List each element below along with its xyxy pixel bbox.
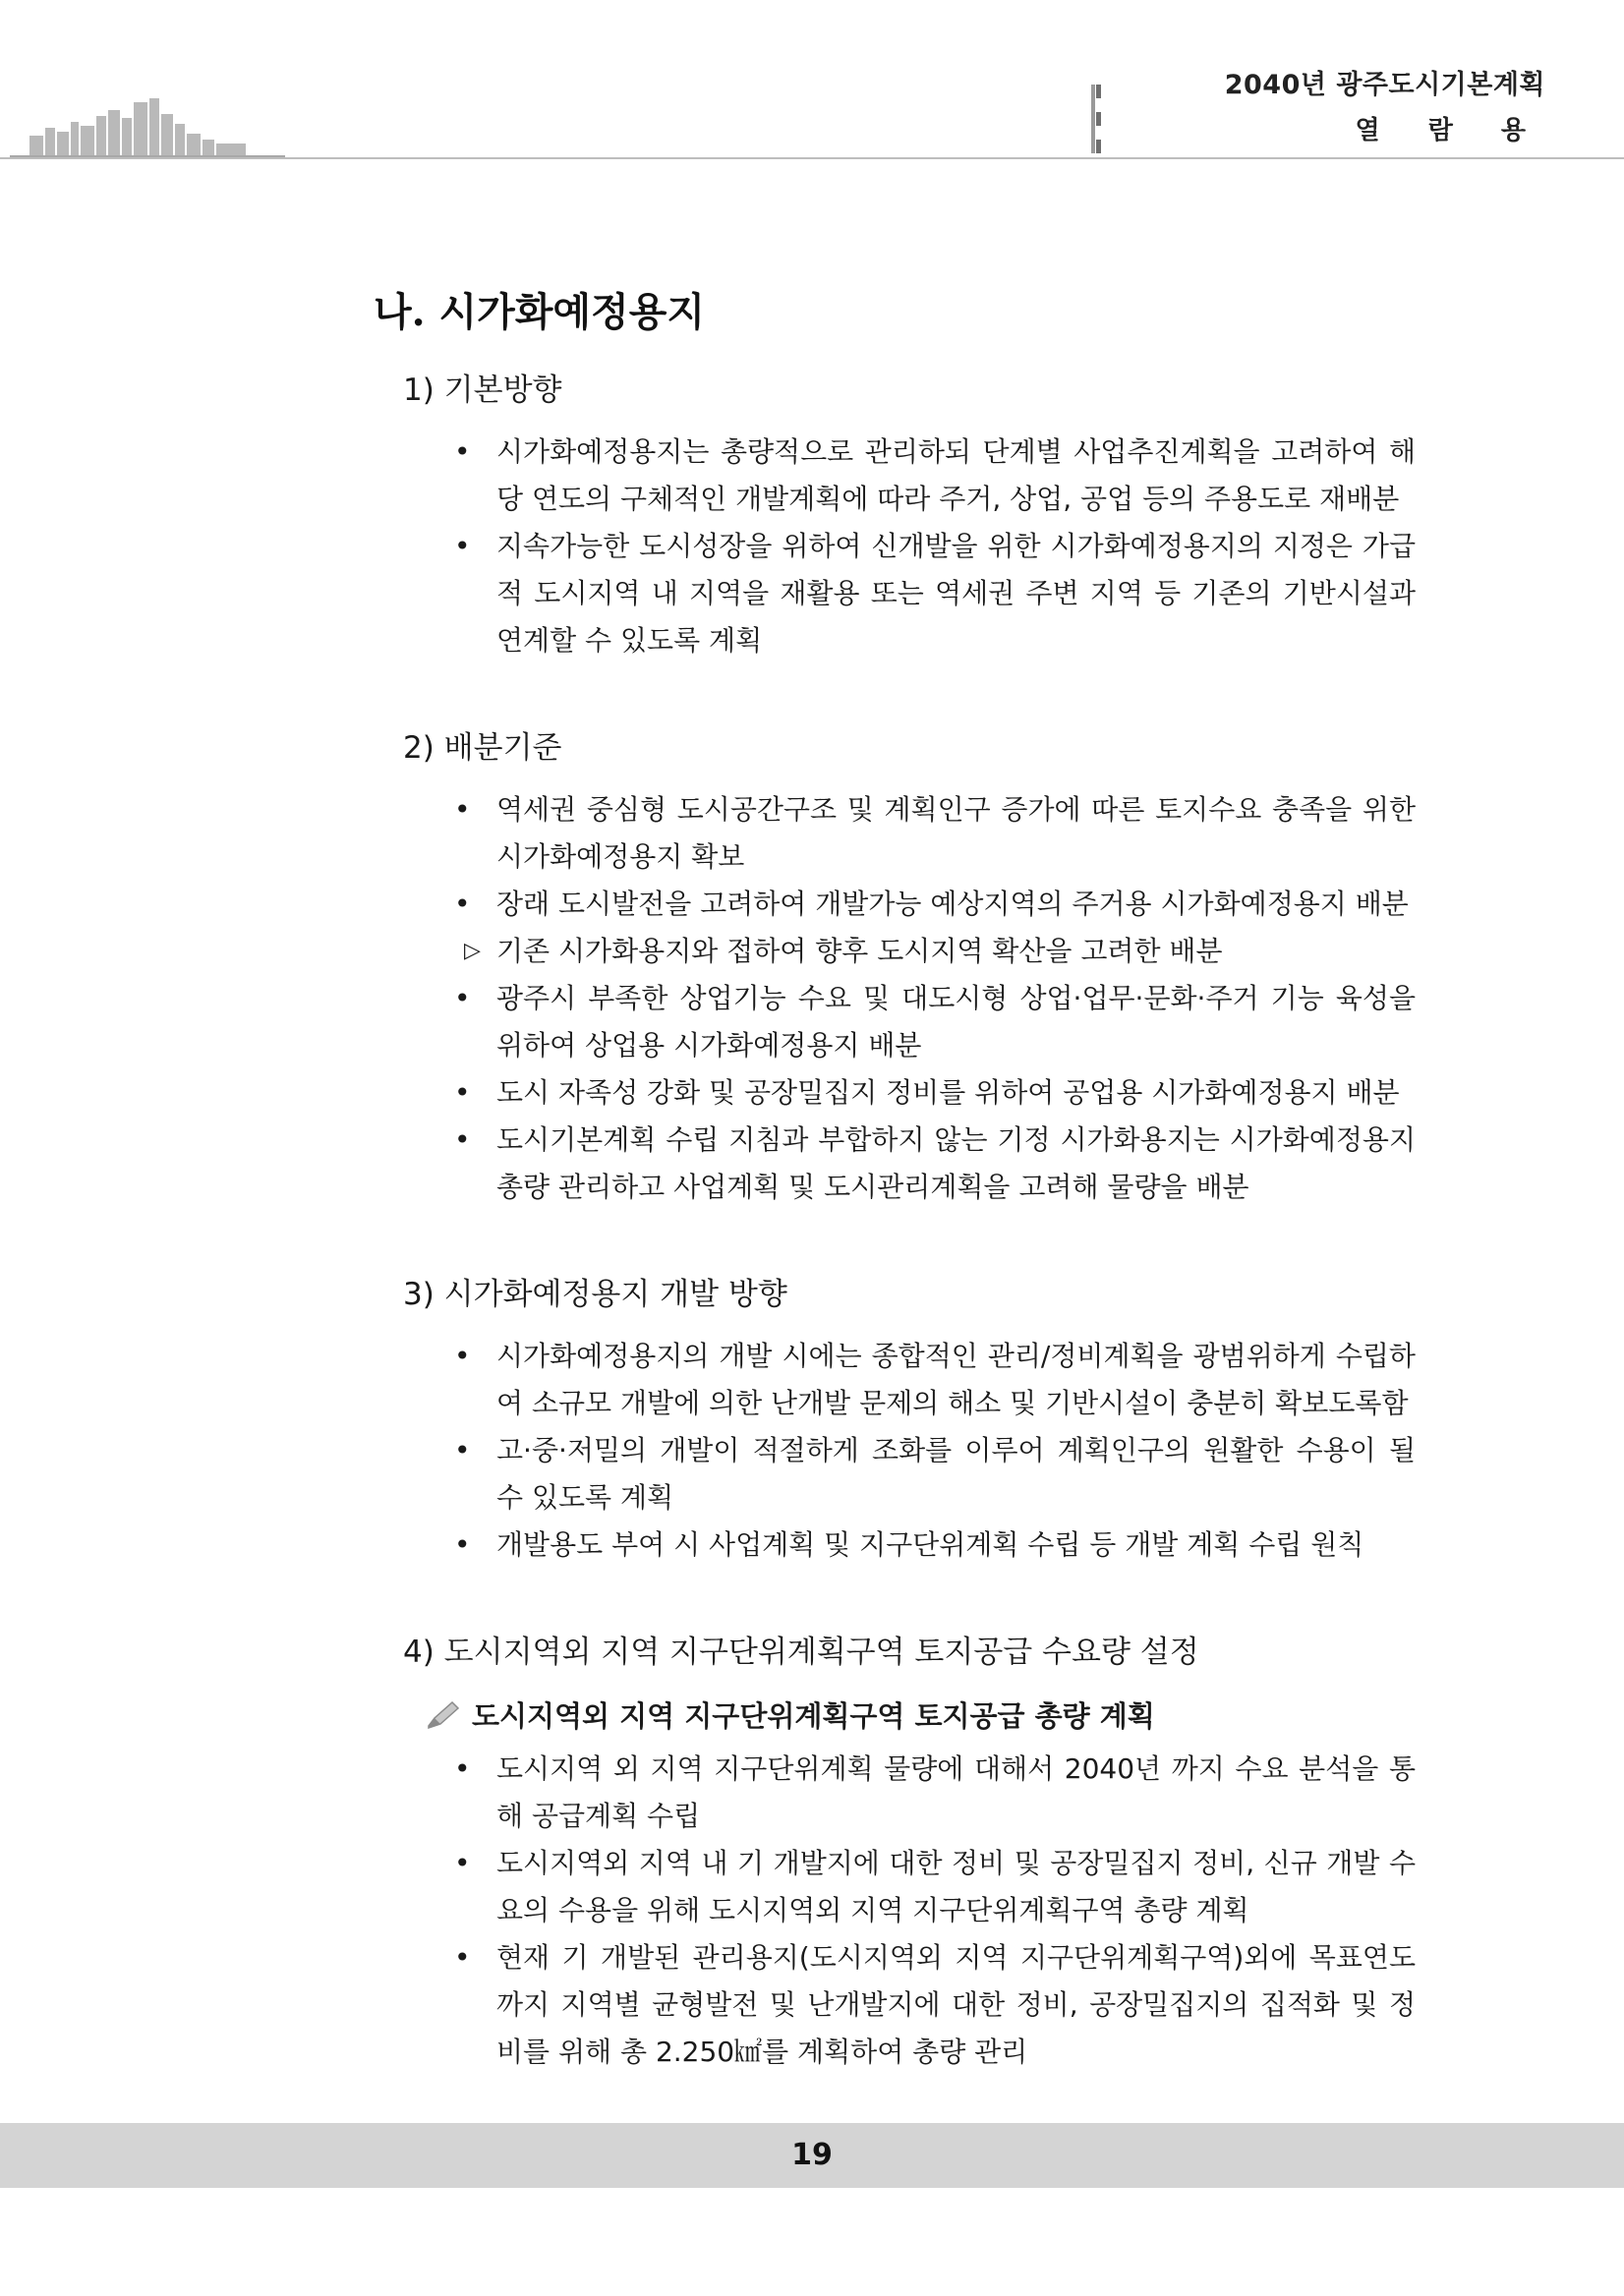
list-item	[374, 1069, 1416, 1117]
page-header	[0, 0, 1624, 167]
document-subtitle: 열 람 용	[1355, 116, 1545, 145]
list-item-text: 기존 시가화용지와 접하여 향후 도시지역 확산을 고려한 배분	[496, 935, 1223, 967]
note-heading	[374, 1691, 1416, 1742]
list-item-text: 도시 자족성 강화 및 공장밀집지 정비를 위하여 공업용 시가화예정용지 배분	[496, 1076, 1400, 1109]
bullet-list	[374, 1746, 1416, 2076]
list-item-text: 개발용도 부여 시 사업계획 및 지구단위계획 수립 등 개발 계획 수립 원칙	[496, 1528, 1364, 1561]
bullet-list	[374, 429, 1416, 664]
bullet-list	[374, 1333, 1416, 1569]
list-item	[374, 1117, 1416, 1211]
bullet-icon: •	[454, 888, 471, 920]
subsection-allocation-criteria	[374, 725, 1416, 1211]
section-title: 나. 시가화예정용지	[374, 289, 705, 335]
bullet-icon: •	[454, 1076, 471, 1109]
subsection-land-supply	[374, 1630, 1416, 2076]
list-item	[374, 975, 1416, 1069]
list-item	[374, 1934, 1416, 2076]
triangle-right-icon: ▷	[464, 939, 481, 963]
bullet-icon: •	[454, 530, 471, 562]
bullet-icon: •	[454, 1941, 471, 1974]
list-item-text: 도시기본계획 수립 지침과 부합하지 않는 기정 시가화용지는 시가화예정용지 총량 관리하고 사업계획 및 도시관리계획을 고려해 물량을 배분	[496, 1123, 1416, 1203]
bullet-icon: •	[454, 1847, 471, 1879]
bullet-icon: •	[454, 1434, 471, 1466]
list-item	[374, 429, 1416, 523]
list-item-text: 지속가능한 도시성장을 위하여 신개발을 위한 시가화예정용지의 지정은 가급적 도시지역 내 지역을 재활용 또는 역세권 주변 지역 등 기존의 기반시설과 연계할 수 있도록 계획	[496, 530, 1416, 657]
bullet-icon: •	[454, 1752, 471, 1785]
list-item	[374, 1746, 1416, 1840]
list-item	[374, 1840, 1416, 1934]
header-rule	[0, 157, 1624, 159]
list-item	[374, 881, 1416, 928]
page-number: 19	[791, 2138, 833, 2172]
document-title: 2040년 광주도시기본계획	[1224, 70, 1545, 100]
bullet-icon: •	[454, 1123, 471, 1156]
page-footer	[0, 2123, 1624, 2188]
note-text: 도시지역외 지역 지구단위계획구역 토지공급 총량 계획	[472, 1699, 1155, 1733]
subsection-development-direction	[374, 1272, 1416, 1569]
list-item-text: 현재 기 개발된 관리용지(도시지역외 지역 지구단위계획구역)외에 목표연도까지 지역별 균형발전 및 난개발지에 대한 정비, 공장밀집지의 집적화 및 정비를 위해 총 2.250㎢를 계획하여 총량 관리	[496, 1941, 1416, 2068]
bullet-list	[374, 786, 1416, 1211]
bullet-icon: •	[454, 793, 471, 826]
list-item	[374, 1333, 1416, 1427]
list-item-text: 역세권 중심형 도시공간구조 및 계획인구 증가에 따른 토지수요 충족을 위한 시가화예정용지 확보	[496, 793, 1416, 873]
list-item-text: 광주시 부족한 상업기능 수요 및 대도시형 상업·업무·문화·주거 기능 육성을 위하여 상업용 시가화예정용지 배분	[496, 982, 1416, 1062]
list-item-text: 도시지역 외 지역 지구단위계획 물량에 대해서 2040년 까지 수요 분석을 통해 공급계획 수립	[496, 1752, 1416, 1832]
list-item	[374, 1427, 1416, 1521]
pencil-icon	[425, 1700, 460, 1730]
page-content	[374, 285, 1416, 2137]
list-item	[374, 928, 1416, 975]
list-item	[374, 1521, 1416, 1569]
list-item-text: 도시지역외 지역 내 기 개발지에 대한 정비 및 공장밀집지 정비, 신규 개발 수요의 수용을 위해 도시지역외 지역 지구단위계획구역 총량 계획	[496, 1847, 1416, 1926]
bullet-icon: •	[454, 1528, 471, 1561]
list-item-text: 시가화예정용지는 총량적으로 관리하되 단계별 사업추진계획을 고려하여 해당 연도의 구체적인 개발계획에 따라 주거, 상업, 공업 등의 주용도로 재배분	[496, 435, 1416, 515]
bullet-icon: •	[454, 435, 471, 468]
subsection-heading: 3) 시가화예정용지 개발 방향	[403, 1277, 787, 1312]
list-item-text: 고·중·저밀의 개발이 적절하게 조화를 이루어 계획인구의 원활한 수용이 될 수 있도록 계획	[496, 1434, 1416, 1514]
subsection-heading: 4) 도시지역외 지역 지구단위계획구역 토지공급 수요량 설정	[403, 1635, 1199, 1670]
bullet-icon: •	[454, 982, 471, 1014]
list-item	[374, 786, 1416, 881]
list-item-text: 장래 도시발전을 고려하여 개발가능 예상지역의 주거용 시가화예정용지 배분	[496, 888, 1409, 920]
list-item	[374, 523, 1416, 664]
subsection-basic-direction	[374, 368, 1416, 664]
city-skyline-logo	[0, 0, 295, 162]
subsection-heading: 1) 기본방향	[403, 373, 562, 408]
list-item-text: 시가화예정용지의 개발 시에는 종합적인 관리/정비계획을 광범위하게 수립하여 소규모 개발에 의한 난개발 문제의 해소 및 기반시설이 충분히 확보도록함	[496, 1340, 1416, 1419]
subsection-heading: 2) 배분기준	[403, 730, 562, 766]
bullet-icon: •	[454, 1340, 471, 1372]
header-divider-icon	[1091, 85, 1101, 153]
